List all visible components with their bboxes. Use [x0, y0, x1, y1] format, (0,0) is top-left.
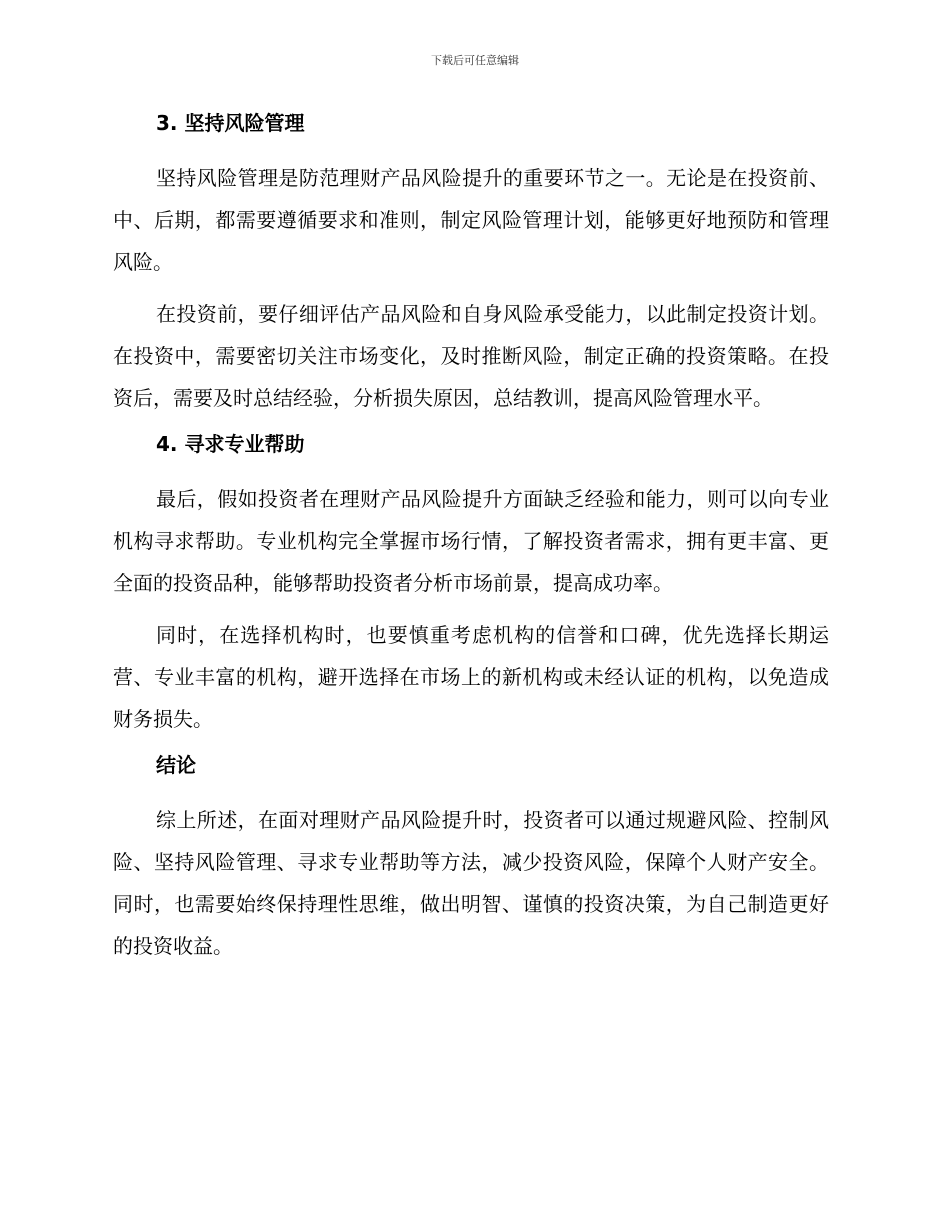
section-heading: 3. 坚持风险管理: [156, 111, 305, 135]
section-risk-management: [113, 108, 829, 419]
page-header: 下载后可任意编辑: [431, 54, 519, 67]
section-professional-help: [113, 429, 829, 740]
paragraph: 同时，在选择机构时，也要慎重考虑机构的信誉和口碑，优先选择长期运营、专业丰富的机构，避开选择在市场上的新机构或未经认证的机构，以免造成财务损失。: [113, 623, 829, 731]
paragraph: 坚持风险管理是防范理财产品风险提升的重要环节之一。无论是在投资前、中、后期，都需要遵循要求和准则，制定风险管理计划，能够更好地预防和管理风险。: [113, 166, 829, 274]
section-conclusion: [113, 750, 829, 967]
document-body: [113, 108, 829, 977]
paragraph: 综上所述，在面对理财产品风险提升时，投资者可以通过规避风险、控制风险、坚持风险管理、寻求专业帮助等方法，减少投资风险，保障个人财产安全。同时，也需要始终保持理性思维，做出明智、谨慎的投资决策，为自己制造更好的投资收益。: [113, 808, 829, 958]
section-heading: 4. 寻求专业帮助: [156, 432, 305, 456]
paragraph: 最后，假如投资者在理财产品风险提升方面缺乏经验和能力，则可以向专业机构寻求帮助。专业机构完全掌握市场行情，了解投资者需求，拥有更丰富、更全面的投资品种，能够帮助投资者分析市场前景，提高成功率。: [113, 487, 829, 595]
section-heading: 结论: [156, 753, 196, 777]
paragraph: 在投资前，要仔细评估产品风险和自身风险承受能力，以此制定投资计划。在投资中，需要密切关注市场变化，及时推断风险，制定正确的投资策略。在投资后，需要及时总结经验，分析损失原因，总结教训，提高风险管理水平。: [113, 302, 829, 410]
